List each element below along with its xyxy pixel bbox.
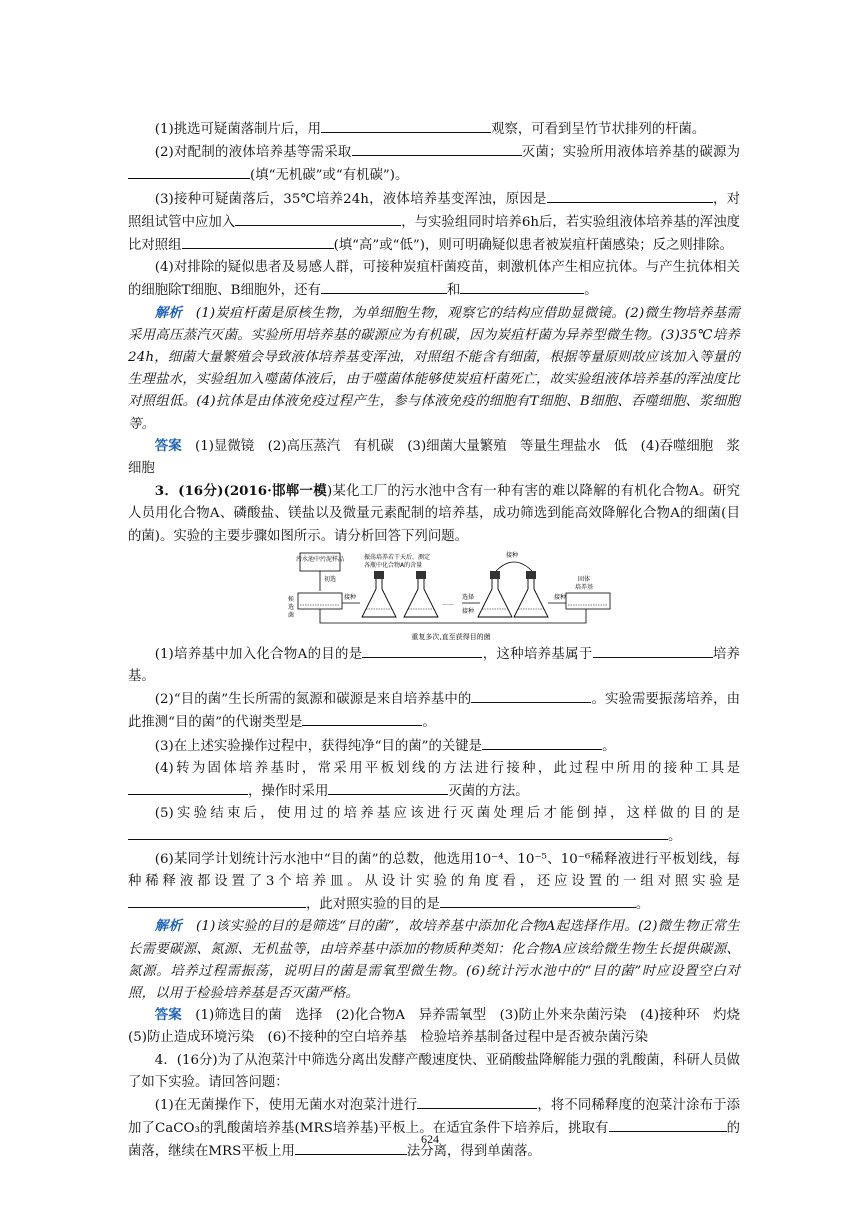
page-number: 624 <box>421 1132 439 1146</box>
answer-blank <box>128 164 250 179</box>
inoc-label-2: 接种 <box>462 607 475 615</box>
flask-4 <box>514 571 548 617</box>
answer-blank <box>460 279 584 294</box>
q3-item-4: (4)转为固体培养基时，常采用平板划线的方法进行接种，此过程中所用的接种工具是，操作时采用 灭菌的方法。 <box>128 758 740 803</box>
answer-blank <box>417 1094 537 1109</box>
answer-blank <box>235 211 401 226</box>
answer-blank <box>321 279 447 294</box>
flask-2 <box>404 571 438 617</box>
q2-analysis: 解析 (1)炭疽杆菌是原核生物，为单细胞生物，观察它的结构应借助显微镜。(2)微生物培养基需采用高压蒸汽灭菌。实验所用培养基的碳源应为有机碳，因为炭疽杆菌为异养型微生物。(3)35℃培养24h，细菌大量繁殖会导致液体培养基变浑浊，对照组不能含有细菌，根据等量原则故应该加入等量的生理盐水，实验组加入噬菌体液后，由于噬菌体能够使炭疽杆菌死亡，故实验组液体培养基的浑浊度比对照组低。(4)抗体是由体液免疫过程产生，参与体液免疫的细胞有T细胞、B细胞、吞噬细胞、浆细胞等。 <box>128 305 740 432</box>
answer-blank <box>482 735 602 750</box>
q3-item-6: (6)某同学计划统计污水池中“目的菌”的总数，他选用10⁻⁴、10⁻⁵、10⁻⁶稀释液进行平板划线，每种稀释液都设置了3个培养皿。从设计实验的角度看，还应设置的一组对照实验是，此对照实验的目的是 。 <box>128 851 740 913</box>
inoc-label-top: 接种 <box>506 551 519 559</box>
flask-1 <box>362 571 396 617</box>
q2-item-3: (3)接种可疑菌落后，35℃培养24h，液体培养基变浑浊，原因是 ，对照组试管中应加入 ，与实验组同时培养6h后，若实验组液体培养基的浑浊度比对照组 (填“高”或“低”)，则可明确疑似患者被炭疽杆菌感染；反之则排除。 <box>128 188 740 258</box>
q3-analysis: 解析 (1)该实验的目的是筛选“目的菌”，故培养基中添加化合物A起选择作用。(2)微生物正常生长需要碳源、氮源、无机盐等，由培养基中添加的物质种类知：化合物A应该给微生物生长提供碳源、氮源。培养过程需振荡，说明目的菌是需氧型微生物。(6)统计污水池中的“目的菌”时应设置空白对照，以用于检验培养基是否灭菌严格。 <box>128 919 740 1001</box>
select-label: 选择 <box>462 593 475 601</box>
q3-answer: 答案 (1)筛选目的菌 选择 (2)化合物A 异养需氧型 (3)防止外来杂菌污染 (4)接种环 灼烧 (5)防止造成环境污染 (6)不接种的空白培养基 检验培养基制备过程中是否被杂菌污染 <box>128 1008 754 1046</box>
inoc-label-3: 接种 <box>554 593 567 601</box>
q3-item-1: (1)培养基中加入化合物A的目的是 ，这种培养基属于 培养基。 <box>128 643 740 688</box>
side-char-2: 选 <box>288 603 295 611</box>
answer-blank <box>609 1117 727 1132</box>
answer-blank <box>182 234 334 249</box>
q2-item-2: (2)对配制的液体培养基等需采取 灭菌；实验所用液体培养基的碳源为(填“无机碳”或“有机碳”)。 <box>128 141 740 187</box>
q2-item-4: (4)对排除的疑似患者及易感人群，可接种炭疽杆菌疫苗，刺激机体产生相应抗体。与产生抗体相关的细胞除T细胞、B细胞外，还有 和 。 <box>128 260 740 299</box>
initial-label: 初选 <box>324 575 337 583</box>
side-char-3: 菌 <box>288 611 295 619</box>
q3-item-2: (2)“目的菌”生长所需的氮源和碳源是来自培养基中的 。实验需要振荡培养，由此推测“目的菌”的代谢类型是 。 <box>128 688 740 734</box>
q4-item-1: (1)在无菌操作下，使用无菌水对泡菜汁进行 ，将不同稀释度的泡菜汁涂布于添加了CaCO₃的乳酸菌培养基(MRS培养基)平板上。在适宜条件下培养后，挑取有 的菌落，继续在MRS平板上用 法分离，得到单菌落。 <box>128 1094 740 1164</box>
q3-heading: 3．(16分)(2016·邯郸一模)某化工厂的污水池中含有一种有害的难以降解的有机化合物A。研究人员用化合物A、磷酸盐、镁盐以及微量元素配制的培养基，成功筛选到能高效降解化合物A的细菌(目的菌)。实验的主要步骤如图所示。请分析回答下列问题。 <box>128 483 741 544</box>
answer-blank <box>321 118 491 133</box>
q4-heading: 4．(16分)为了从泡菜汁中筛选分离出发酵产酸速度快、亚硝酸盐降解能力强的乳酸菌，科研人员做了如下实验。请回答问题： <box>128 1052 740 1090</box>
answer-blank <box>547 188 713 203</box>
solid-label-2: 培养基 <box>574 583 594 591</box>
answer-blank <box>352 141 522 156</box>
q2-item-1: (1)挑选可疑菌落制片后，用 观察，可看到呈竹节状排列的杆菌。 <box>128 118 740 141</box>
answer-blank <box>593 643 713 658</box>
q2-answer: 答案 (1)显微镜 (2)高压蒸汽 有机碳 (3)细菌大量繁殖 等量生理盐水 低 (4)吞噬细胞 浆细胞 <box>128 438 741 477</box>
q3-item-5: (5)实验结束后，使用过的培养基应该进行灭菌处理后才能倒掉，这样做的目的是。 <box>128 803 740 848</box>
solid-label-1: 固体 <box>577 575 591 583</box>
answer-blank <box>128 825 668 840</box>
dots-label: …… <box>442 599 454 607</box>
petri-dish-right <box>566 593 610 609</box>
inoc-label-1: 接种 <box>344 593 357 601</box>
side-char-1: 候 <box>288 595 295 603</box>
sample-label: 污水池中污泥样品 <box>295 555 345 563</box>
answer-blank <box>128 893 306 908</box>
note-line-2: 各瓶中化合物A的含量 <box>364 561 423 569</box>
repeat-caption: 重复多次,直至获得目的菌 <box>411 632 491 641</box>
answer-blank <box>328 780 448 795</box>
petri-dish-left <box>298 593 342 609</box>
q3-item-3: (3)在上述实验操作过程中，获得纯净“目的菌”的关键是 。 <box>128 735 740 758</box>
answer-blank <box>302 711 422 726</box>
flask-3 <box>478 571 512 617</box>
experiment-diagram <box>286 551 616 643</box>
answer-blank <box>128 780 248 795</box>
note-line-1: 振荡培养若干天后，测定 <box>364 553 431 561</box>
answer-blank <box>440 893 636 908</box>
document-body <box>128 118 754 1164</box>
answer-blank <box>362 643 482 658</box>
answer-blank <box>471 688 591 703</box>
